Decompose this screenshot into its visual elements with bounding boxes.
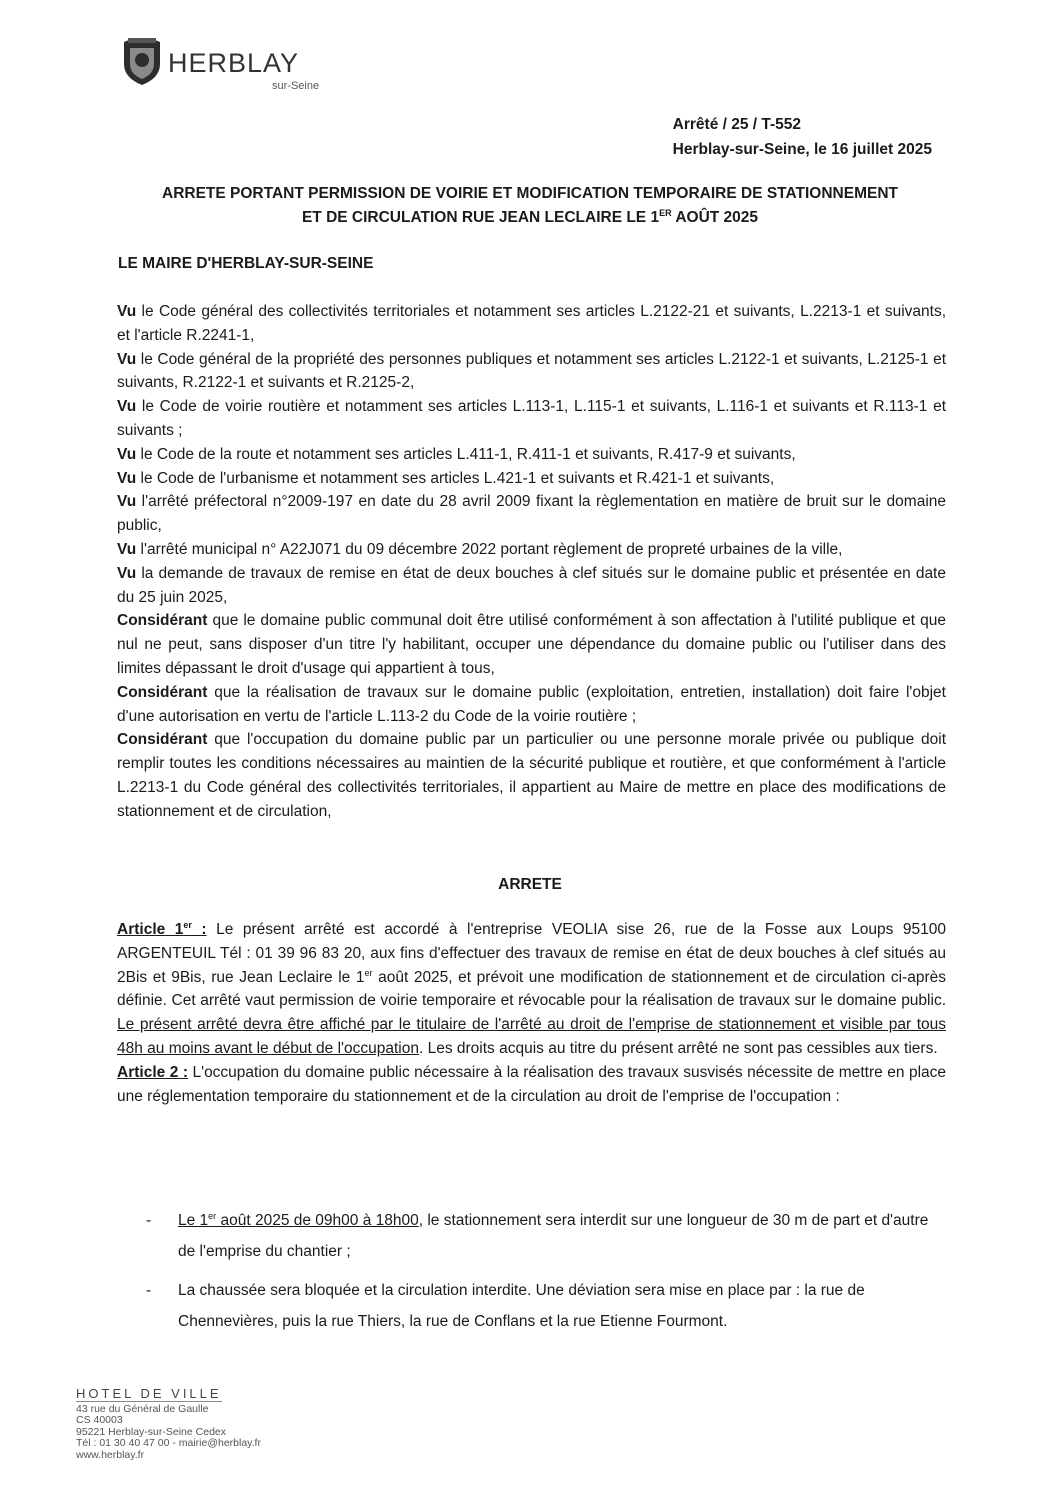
visa-item: Vu le Code de voirie routière et notamment ses articles L.113-1, L.115-1 et suivants, L.116-1 et suivants et R.113-1 et suivants ;	[117, 398, 946, 439]
visa-item: Vu le Code général des collectivités territoriales et notamment ses articles L.2122-21 et suivants, L.2213-1 et suivants, et l'article R.2241-1,	[117, 303, 946, 344]
title-line-2-sup: ER	[659, 207, 672, 218]
measures-list	[146, 1205, 946, 1345]
footer-line: Tél : 01 30 40 47 00 - mairie@herblay.fr	[76, 1437, 261, 1449]
logo-subtitle: sur-Seine	[272, 80, 320, 92]
footer-line: CS 40003	[76, 1414, 123, 1426]
footer-line: 95221 Herblay-sur-Seine Cedex	[76, 1425, 226, 1438]
measure-date: Le 1er août 2025 de 09h00 à 18h00	[178, 1210, 419, 1229]
document-reference-block	[673, 112, 932, 162]
authority-heading: LE MAIRE D'HERBLAY-SUR-SEINE	[118, 255, 374, 272]
footer-address	[76, 1388, 261, 1461]
visa-item: Vu l'arrêté préfectoral n°2009-197 en date du 28 avril 2009 fixant la règlementation en matière de bruit sur le domaine public,	[117, 493, 946, 535]
title-line-2-b: AOÛT 2025	[671, 209, 759, 226]
visa-item: Vu le Code de l'urbanisme et notamment ses articles L.421-1 et suivants et R.421-1 et suivants,	[117, 469, 775, 487]
footer-line: 43 rue du Général de Gaulle	[76, 1402, 209, 1415]
visa-item: Vu le Code général de la propriété des personnes publiques et notamment ses articles L.2122-1 et suivants, L.2125-1 et suivants, R.2122-1 et suivants et R.2125-2,	[117, 350, 946, 392]
place-date: Herblay-sur-Seine, le 16 juillet 2025	[672, 141, 932, 158]
decision-heading: ARRETE	[498, 876, 562, 893]
articles-section	[117, 918, 946, 1108]
title-line-1: ARRETE PORTANT PERMISSION DE VOIRIE ET MODIFICATION TEMPORAIRE DE STATIONNEMENT	[162, 185, 898, 202]
article-1-label: Article 1er :	[117, 919, 207, 938]
considering-item: Considérant que l'occupation du domaine public par un particulier ou une personne morale privée ou publique doit remplir toutes les conditions nécessaires au maintien de la sécurité publique et routière, et que conformément à l'article L.2213-1 du Code général des collectivités territoriales, il appartient au Maire de mettre en place des modifications de stationnement et de circulation,	[117, 731, 946, 820]
considering-item: Considérant que la réalisation de travaux sur le domaine public (exploitation, entretien, installation) doit faire l'objet d'une autorisation en vertu de l'article L.113-2 du Code de la voirie routière ;	[117, 683, 946, 725]
visas-section	[117, 300, 946, 824]
list-dash: -	[146, 1212, 152, 1229]
city-logo	[120, 34, 330, 98]
city-crest-icon	[120, 34, 164, 86]
visa-item: Vu l'arrêté municipal n° A22J071 du 09 décembre 2022 portant règlement de propreté urbaines de la ville,	[117, 540, 843, 558]
considering-item: Considérant que le domaine public communal doit être utilisé conformément à son affectation à l'utilité publique et que nul ne peut, sans disposer d'un titre l'y habilitant, occuper une dépendance du domaine public ou l'utiliser dans des limites dépassant le droit d'usage qui appartient à tous,	[117, 612, 946, 677]
title-line-2	[110, 206, 950, 230]
title-line-2-a: ET DE CIRCULATION RUE JEAN LECLAIRE LE 1	[301, 209, 660, 226]
footer-line: www.herblay.fr	[76, 1448, 145, 1461]
posting-requirement: Le présent arrêté devra être affiché par le titulaire de l'arrêté au droit de l'emprise de stationnement et visible par tous 48h au moins avant le début de l'occupation	[117, 1016, 946, 1057]
article-1: Article 1er : Le présent arrêté est accordé à l'entreprise VEOLIA sise 26, rue de la Fosse aux Loups 95100 ARGENTEUIL Tél : 01 39 96 83 20, aux fins d'effectuer des travaux de remise en état de deux bouches à clef situés au 2Bis et 9Bis, rue Jean Leclaire le 1er août 2025, et prévoit une modification de stationnement et de circulation ci-après définie. Cet arrêté vaut permission de voirie temporaire et révocable pour la réalisation de travaux sur le domaine public. Le présent arrêté devra être affiché par le titulaire de l'arrêté au droit de l'emprise de stationnement et visible par tous 48h au moins avant le début de l'occupation. Les droits acquis au titre du présent arrêté ne sont pas cessibles aux tiers.	[117, 919, 947, 1057]
list-dash: -	[146, 1282, 152, 1299]
logo-name: HERBLAY	[168, 48, 300, 78]
list-item: - La chaussée sera bloquée et la circulation interdite. Une déviation sera mise en place par : la rue de Chennevières, puis la rue Thiers, la rue de Conflans et la rue Etienne Fourmont.	[146, 1275, 946, 1337]
list-item: - Le 1er août 2025 de 09h00 à 18h00, le stationnement sera interdit sur une longueur de 30 m de part et d'autre de l'emprise du chantier ;	[146, 1205, 946, 1267]
document-title	[110, 182, 950, 230]
article-2-label: Article 2 :	[117, 1063, 188, 1081]
footer-hotel-de-ville: HOTEL DE VILLE	[76, 1386, 222, 1401]
article-2: Article 2 : L'occupation du domaine public nécessaire à la réalisation des travaux susvisés nécessite de mettre en place une réglementation temporaire du stationnement et de la circulation au droit de l'emprise de l'occupation :	[117, 1063, 947, 1105]
decree-number: Arrêté / 25 / T-552	[672, 116, 802, 133]
visa-item: Vu le Code de la route et notamment ses articles L.411-1, R.411-1 et suivants, R.417-9 et suivants,	[117, 445, 796, 463]
visa-item: Vu la demande de travaux de remise en état de deux bouches à clef situés sur le domaine public et présentée en date du 25 juin 2025,	[117, 564, 946, 606]
